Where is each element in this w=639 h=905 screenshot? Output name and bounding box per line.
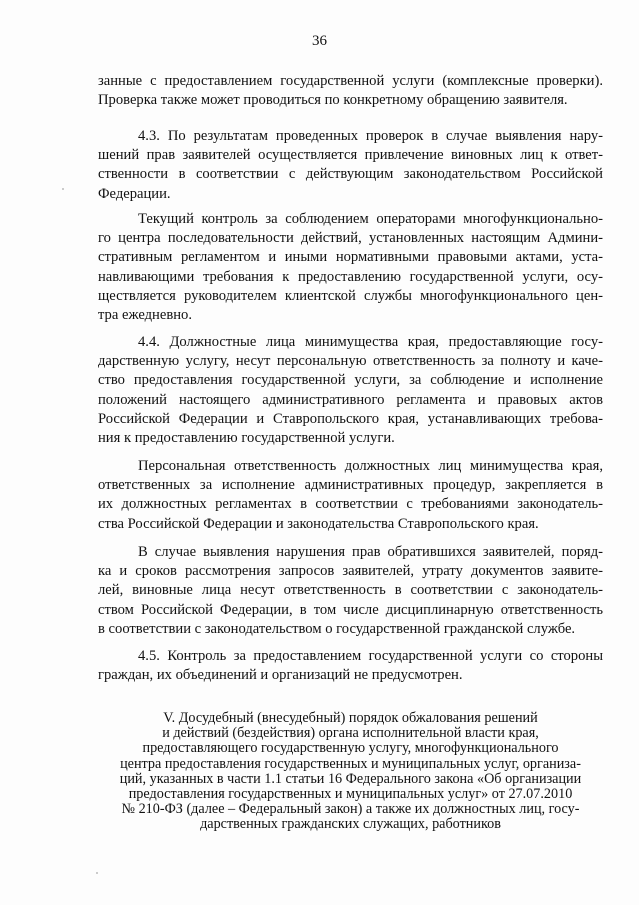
text-line: Текущий контроль за соблюдением операторами многофункционально- xyxy=(138,211,603,227)
text-line: ния к предоставлению государственной услуги. xyxy=(98,430,395,447)
text-line: 4.5. Контроль за предоставлением государственной услуги со стороны xyxy=(138,648,603,664)
paragraph-4-4 xyxy=(98,333,603,448)
text-line: ства Российской Федерации и законодательства Ставропольского края. xyxy=(98,515,539,532)
text-line: стративным регламентом и иными нормативными правовыми актами, уста- xyxy=(98,249,603,266)
section-v-heading xyxy=(98,711,603,833)
paragraph-violations xyxy=(98,543,603,639)
text-line: в соответствии с законодательством о государственной гражданской службе. xyxy=(98,620,576,637)
text-line: ство предоставления государственной услуги, за соблюдение и исполнение xyxy=(98,372,603,389)
text-line: шений прав заявителей осуществляется привлечение виновных лиц к ответ- xyxy=(98,147,603,164)
text-line: ществляется руководителем клиентской службы многофункционального цен- xyxy=(98,287,603,304)
text-line: положений настоящего административного регламента и правовых актов xyxy=(98,391,603,408)
heading-line: и действий (бездействия) органа исполнительной власти края, xyxy=(162,725,539,742)
paragraph-continuation xyxy=(98,72,603,110)
text-line: го центра последовательности действий, установленных настоящим Админи- xyxy=(98,230,603,247)
text-line: тра ежедневно. xyxy=(98,307,192,324)
paragraph-current-control xyxy=(98,210,603,325)
text-line: граждан, их объединений и организаций не предусмотрен. xyxy=(98,667,463,684)
text-line: ством Российской Федерации, в том числе дисциплинарную ответственность xyxy=(98,601,603,618)
paragraph-personal-responsibility xyxy=(98,457,603,534)
text-line: навливающими требования к предоставлению государственной услуги, осу- xyxy=(98,268,603,285)
heading-line: центра предоставления государственных и муниципальных услуг, организа- xyxy=(120,755,581,772)
heading-line: предоставления государственных и муниципальных услуг» от 27.07.2010 xyxy=(128,786,573,803)
heading-line: предоставляющего государственную услугу, многофункционального xyxy=(142,740,559,757)
text-line: 4.3. По результатам проведенных проверок в случае выявления нару- xyxy=(138,128,603,144)
text-line: лей, виновные лица несут ответственность в соответствии с законодатель- xyxy=(98,582,603,599)
text-line: Персональная ответственность должностных лиц минимущества края, xyxy=(138,458,603,474)
text-line: Проверка также может проводиться по конкретному обращению заявителя. xyxy=(98,92,568,109)
page-number: 36 xyxy=(312,33,327,49)
heading-line: № 210-ФЗ (далее – Федеральный закон) а также их должностных лиц, госу- xyxy=(121,801,580,818)
text-line: дарственную услугу, несут персональную ответственность за полноту и каче- xyxy=(98,353,603,370)
paragraph-4-3 xyxy=(98,127,603,204)
text-line: занные с предоставлением государственной услуги (комплексные проверки). xyxy=(98,73,603,89)
scan-speck xyxy=(62,188,64,190)
text-line: ответственных за исполнение административных процедур, закрепляется в xyxy=(98,477,603,494)
heading-line: дарственных гражданских служащих, работников xyxy=(200,816,501,833)
text-line: Федерации. xyxy=(98,185,171,202)
text-line: их должностных регламентах в соответствии с требованиями законодатель- xyxy=(98,496,603,513)
text-line: ка и сроков рассмотрения запросов заявителей, утрату документов заявите- xyxy=(98,563,603,580)
heading-line: ций, указанных в части 1.1 статьи 16 Федерального закона «Об организации xyxy=(119,770,582,787)
text-line: ственности в соответствии с действующим законодательством Российской xyxy=(98,166,603,183)
text-line: В случае выявления нарушения прав обратившихся заявителей, поряд- xyxy=(138,544,603,560)
text-line: Российской Федерации и Ставропольского края, устанавливающих требова- xyxy=(98,410,603,427)
text-line: 4.4. Должностные лица минимущества края, предоставляющие госу- xyxy=(138,334,603,350)
heading-line: V. Досудебный (внесудебный) порядок обжалования решений xyxy=(163,710,538,726)
paragraph-4-5 xyxy=(98,647,603,685)
scan-speck xyxy=(96,872,98,874)
